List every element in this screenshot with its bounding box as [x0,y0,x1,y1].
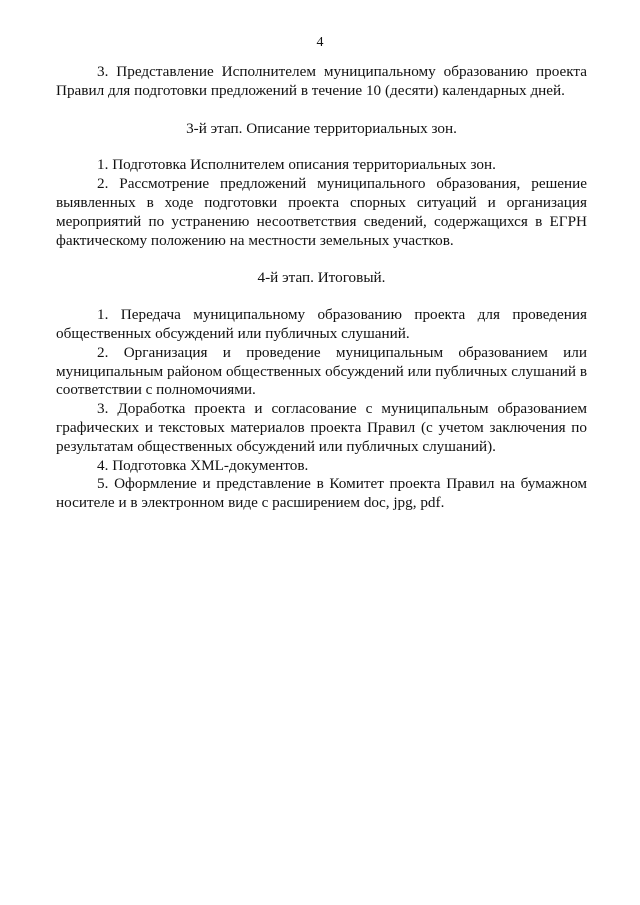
paragraph-stage4-item-4: 4. Подготовка XML-документов. [97,456,309,474]
paragraph-stage4-item-5: 5. Оформление и представление в Комитет проекта Правил на бумажном носителе и в электронном виде с расширением doc, jpg, pdf. [56,475,587,512]
document-body [56,63,587,513]
stage3-heading: 3-й этап. Описание территориальных зон. [186,119,457,137]
paragraph-stage3-item-2: 2. Рассмотрение предложений муниципального образования, решение выявленных в ходе подготовки проекта спорных ситуаций и организация мероприятий по устранению несоответствия сведений, содержащихся в ЕГРН фактическому положению на местности земельных участков. [56,175,587,249]
paragraph-stage4-item-3: 3. Доработка проекта и согласование с муниципальным образованием графических и текстовых материалов проекта Правил (с учетом заключения по результатам общественных обсуждений или публичных слушаний). [56,400,587,455]
page-number: 4 [316,35,324,50]
paragraph-stage4-item-1: 1. Передача муниципальному образованию проекта для проведения общественных обсуждений или публичных слушаний. [56,306,587,342]
paragraph-stage4-item-2: 2. Организация и проведение муниципальным образованием или муниципальным районом общественных обсуждений или публичных слушаний в соответствии с полномочиями. [56,343,587,399]
paragraph-stage3-item-1: 1. Подготовка Исполнителем описания территориальных зон. [97,156,496,174]
paragraph-stage2-item-3: 3. Представление Исполнителем муниципальному образованию проекта Правил для подготовки предложений в течение 10 (десяти) календарных дней. [56,63,587,99]
stage4-heading: 4-й этап. Итоговый. [257,269,386,287]
